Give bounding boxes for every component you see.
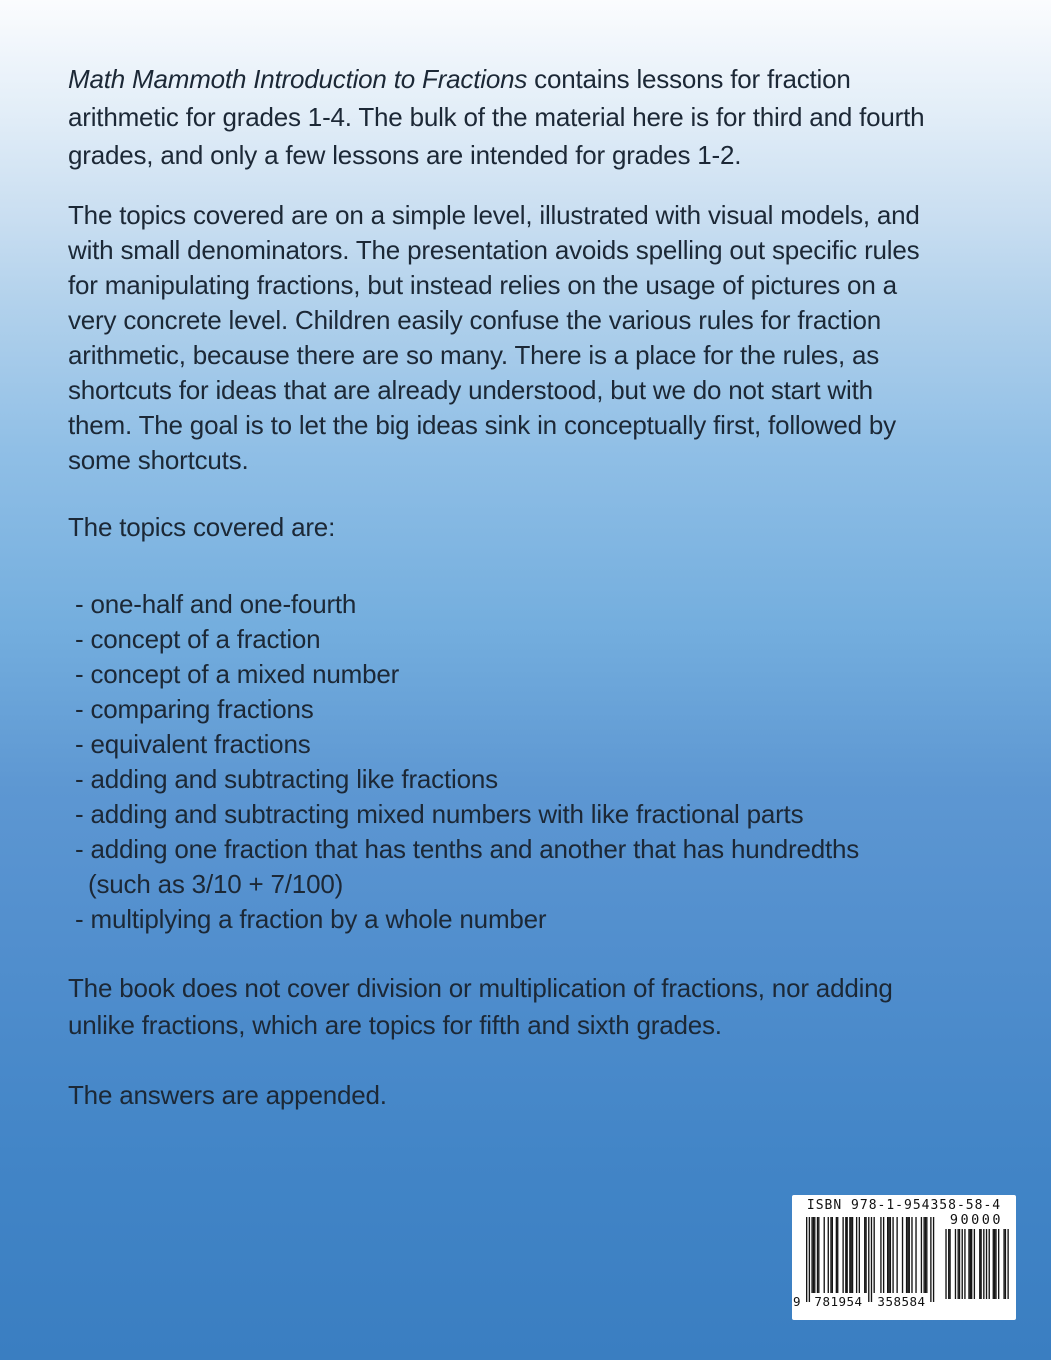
ean5-supplement-barcode (944, 1229, 1009, 1299)
topic-item: - one-half and one-fourth (75, 589, 357, 619)
barcode-leading-digit: 9 (793, 1294, 802, 1309)
overview-line: with small denominators. The presentation avoids spelling out specific rules (68, 235, 920, 265)
topic-item: - adding and subtracting like fractions (75, 764, 498, 794)
answers-note: The answers are appended. (68, 1080, 387, 1110)
intro-line-2: arithmetic for grades 1-4. The bulk of the material here is for third and fourth (68, 102, 925, 132)
topic-item: - adding one fraction that has tenths and another that has hundredths (75, 834, 860, 864)
topic-item: - adding and subtracting mixed numbers with like fractional parts (75, 799, 804, 829)
topic-item: - equivalent fractions (75, 729, 311, 759)
isbn-label: ISBN 978-1-954358-58-4 (806, 1198, 1002, 1213)
topic-item: - concept of a mixed number (75, 659, 400, 689)
barcode-supplement-label: 90000 (949, 1212, 1004, 1228)
overview-line: shortcuts for ideas that are already understood, but we do not start with (68, 375, 873, 405)
intro-line-1 (68, 60, 996, 98)
topics-list (68, 587, 996, 937)
isbn-barcode-block (792, 1195, 1016, 1320)
topic-item: - concept of a fraction (75, 624, 321, 654)
book-title: Math Mammoth Introduction to Fractions (68, 64, 528, 94)
overview-line: them. The goal is to let the big ideas sink in conceptually first, followed by (68, 410, 896, 440)
overview-line: some shortcuts. (68, 445, 249, 475)
overview-line: very concrete level. Children easily confuse the various rules for fraction (68, 305, 882, 335)
overview-line: The topics covered are on a simple level, illustrated with visual models, and (68, 200, 920, 230)
intro-line-1-rest: contains lessons for fraction (527, 64, 851, 94)
intro-paragraph (68, 60, 996, 174)
overview-paragraph (68, 198, 996, 478)
barcode-digits-group1: 781954 (811, 1293, 866, 1310)
topic-item: - multiplying a fraction by a whole number (75, 904, 547, 934)
topics-heading: The topics covered are: (68, 512, 336, 542)
barcode-digits-group2: 358584 (874, 1293, 929, 1310)
ean13-barcode (806, 1217, 935, 1302)
overview-line: arithmetic, because there are so many. There is a place for the rules, as (68, 340, 880, 370)
overview-line: for manipulating fractions, but instead relies on the usage of pictures on a (68, 270, 897, 300)
intro-line-3: grades, and only a few lessons are intended for grades 1-2. (68, 140, 742, 170)
closing-line: unlike fractions, which are topics for fifth and sixth grades. (68, 1010, 722, 1040)
topic-item: - comparing fractions (75, 694, 314, 724)
closing-line: The book does not cover division or multiplication of fractions, nor adding (68, 973, 893, 1003)
closing-paragraph (68, 970, 996, 1044)
topic-item-continuation: (such as 3/10 + 7/100) (88, 869, 344, 899)
